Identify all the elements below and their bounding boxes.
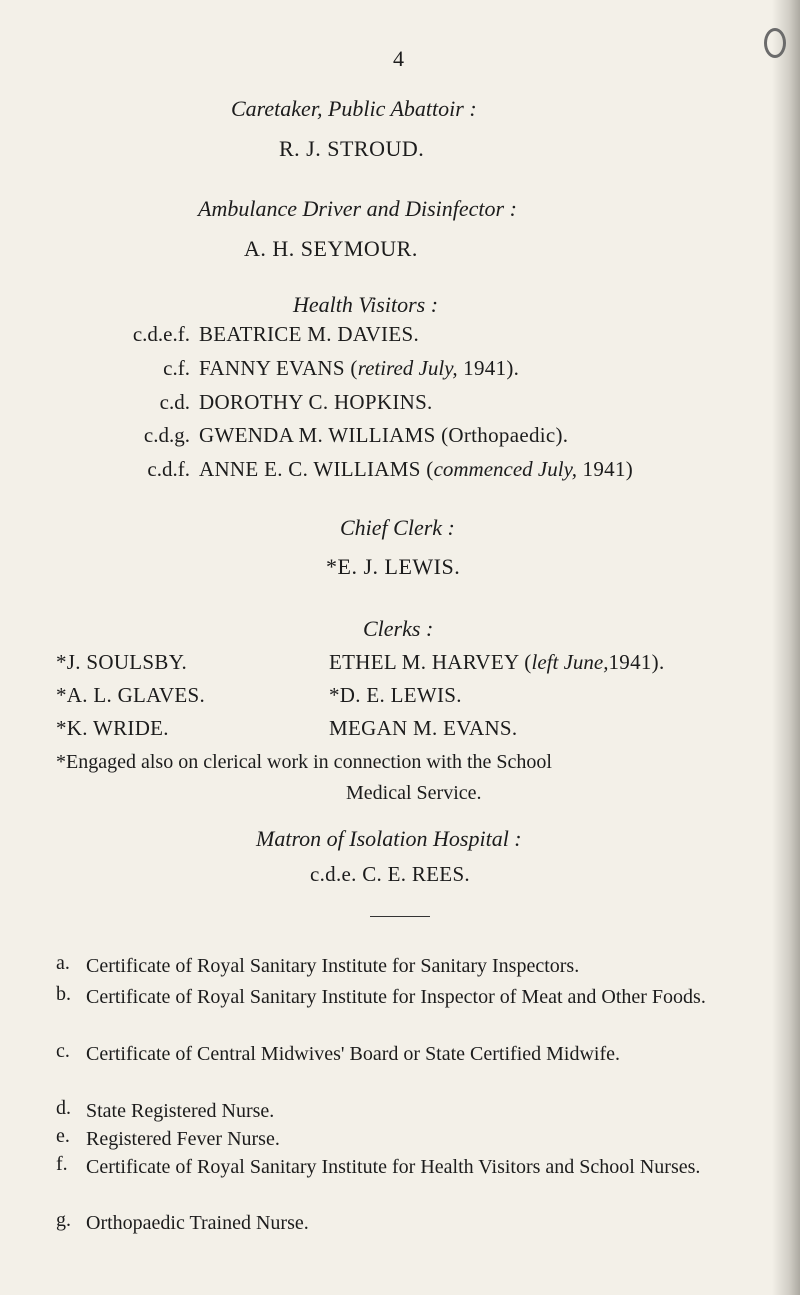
footnote-letter: b.: [56, 983, 71, 1005]
hv-name: ANNE E. C. WILLIAMS (commenced July, 1941): [199, 457, 634, 481]
footnote-text: Certificate of Royal Sanitary Institute for Inspector of Meat and Other Foods.: [86, 986, 706, 1008]
clerk-name: *A. L. GLAVES.: [56, 683, 206, 707]
clerk-name: MEGAN M. EVANS.: [329, 716, 518, 740]
clerk-name: *D. E. LEWIS.: [329, 683, 462, 707]
caretaker-heading: Caretaker, Public Abattoir :: [231, 96, 477, 121]
hv-code: c.d.f.: [147, 457, 190, 481]
hv-code: c.d.: [159, 390, 190, 414]
health-visitors-heading: Health Visitors :: [293, 292, 439, 317]
punch-hole: [764, 28, 786, 58]
clerk-name: *J. SOULSBY.: [56, 650, 188, 674]
footnote-letter: e.: [56, 1125, 70, 1147]
clerks-note-cont: Medical Service.: [346, 782, 482, 804]
chief-clerk-name: *E. J. LEWIS.: [326, 554, 461, 579]
hv-name: GWENDA M. WILLIAMS (Orthopaedic).: [199, 423, 569, 447]
matron-heading: Matron of Isolation Hospital :: [256, 826, 522, 851]
clerk-name: ETHEL M. HARVEY (left June,1941).: [329, 650, 665, 674]
footnote-text: State Registered Nurse.: [86, 1100, 275, 1122]
footnote-letter: g.: [56, 1209, 71, 1231]
divider-rule: [370, 916, 430, 917]
footnote-letter: d.: [56, 1097, 71, 1119]
ambulance-name: A. H. SEYMOUR.: [244, 236, 418, 261]
footnote-letter: f.: [56, 1153, 68, 1175]
page-edge-shadow: [772, 0, 800, 1295]
clerks-heading: Clerks :: [363, 616, 434, 641]
hv-code: c.d.g.: [143, 423, 190, 447]
caretaker-name: R. J. STROUD.: [279, 136, 425, 161]
page-number: 4: [393, 46, 404, 71]
clerks-note: *Engaged also on clerical work in connection with the School: [56, 751, 552, 773]
footnote-letter: a.: [56, 952, 70, 974]
hv-code: c.f.: [163, 356, 190, 380]
footnote-letter: c.: [56, 1040, 70, 1062]
footnote-text: Certificate of Central Midwives' Board or State Certified Midwife.: [86, 1043, 621, 1065]
hv-name: FANNY EVANS (retired July, 1941).: [199, 356, 520, 380]
matron-name: c.d.e. C. E. REES.: [310, 862, 470, 886]
footnote-text: Certificate of Royal Sanitary Institute for Health Visitors and School Nurses.: [86, 1156, 701, 1178]
ambulance-heading: Ambulance Driver and Disinfector :: [198, 196, 517, 221]
hv-name: BEATRICE M. DAVIES.: [199, 322, 419, 346]
footnote-text: Registered Fever Nurse.: [86, 1128, 280, 1150]
hv-name: DOROTHY C. HOPKINS.: [199, 390, 433, 414]
clerk-name: *K. WRIDE.: [56, 716, 169, 740]
footnote-text: Certificate of Royal Sanitary Institute for Sanitary Inspectors.: [86, 955, 580, 977]
footnote-text: Orthopaedic Trained Nurse.: [86, 1212, 309, 1234]
hv-code: c.d.e.f.: [132, 322, 190, 346]
chief-clerk-heading: Chief Clerk :: [340, 515, 455, 540]
